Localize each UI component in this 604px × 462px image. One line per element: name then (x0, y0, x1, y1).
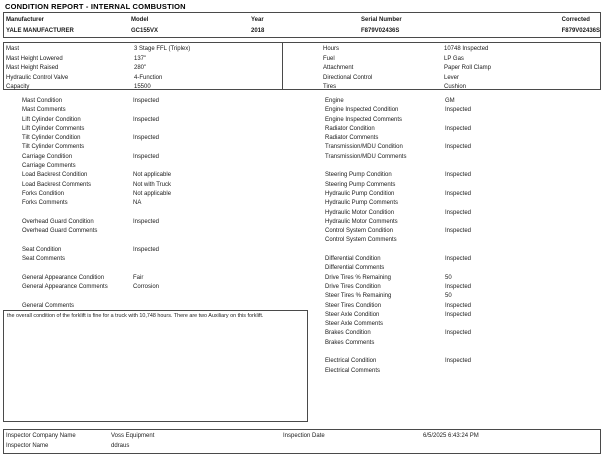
condition-label: Radiator Comments (325, 135, 379, 142)
inspector-row-label-1: Inspector Name (6, 442, 49, 449)
condition-label: Steer Axle Comments (325, 321, 384, 328)
spec-label: Hours (323, 46, 340, 52)
condition-label: Mast Condition (22, 98, 63, 104)
condition-value: Inspected (133, 98, 160, 104)
condition-label: Steering Pump Comments (325, 181, 396, 188)
equipment-header-label: Corrected (561, 17, 590, 23)
condition-row (325, 339, 601, 348)
condition-row (325, 264, 601, 273)
condition-row (325, 367, 601, 376)
spec-row (323, 74, 600, 84)
spec-value: Cushion (444, 84, 467, 90)
condition-label: Mast Comments (22, 107, 66, 114)
condition-label: Forks Comments (22, 200, 68, 207)
inspector-row-label-2: Inspection Date (283, 433, 325, 439)
spec-table-left (4, 43, 283, 89)
condition-label: Lift Cylinder Comments (22, 125, 85, 132)
condition-value: Inspected (445, 209, 472, 216)
condition-label: Hydraulic Pump Comments (325, 200, 399, 207)
spec-label: Capacity (6, 84, 30, 90)
condition-label: Transmission/MDU Condition (325, 144, 403, 151)
spec-row (323, 83, 600, 93)
condition-value: 50 (445, 293, 452, 300)
condition-value: Inspected (445, 144, 472, 151)
condition-value: Fair (133, 274, 144, 281)
condition-row (22, 171, 304, 180)
condition-row (325, 311, 601, 320)
condition-row (325, 218, 601, 227)
condition-label: Seat Condition (22, 246, 62, 253)
condition-label: Engine (325, 98, 344, 104)
condition-row (325, 181, 601, 190)
condition-list-left (22, 97, 304, 311)
condition-label: Forks Condition (22, 190, 65, 197)
spec-value: LP Gas (444, 55, 464, 62)
equipment-header-column (129, 13, 249, 37)
condition-row (325, 320, 601, 329)
condition-value: 50 (445, 274, 452, 281)
spec-table (3, 42, 601, 90)
condition-label: Differential Comments (325, 265, 385, 272)
inspector-row (4, 432, 600, 442)
condition-label: Load Backrest Comments (22, 181, 92, 188)
condition-label: Drive Tires Condition (325, 283, 381, 290)
condition-row (22, 97, 304, 106)
condition-row (22, 134, 304, 143)
condition-row (325, 246, 601, 255)
condition-row (22, 181, 304, 190)
condition-label: Steer Tires Condition (325, 302, 382, 309)
condition-row (22, 190, 304, 199)
condition-label: Carriage Condition (22, 153, 73, 160)
spec-label: Mast (6, 46, 20, 52)
equipment-header-column (4, 13, 129, 37)
spec-label: Hydraulic Control Valve (6, 74, 69, 81)
condition-value: Inspected (445, 311, 472, 318)
condition-row (325, 171, 601, 180)
condition-value: Inspected (445, 256, 472, 263)
inspector-row-value-1: ddraus (111, 442, 130, 449)
spec-value: 10748 Inspected (444, 46, 489, 52)
condition-row (325, 255, 601, 264)
spec-row (6, 45, 282, 55)
condition-value: Inspected (445, 228, 472, 235)
equipment-header-column (359, 13, 560, 37)
condition-label: Steering Pump Condition (325, 172, 392, 179)
condition-label: General Appearance Condition (22, 274, 105, 281)
condition-value: Inspected (445, 302, 472, 309)
condition-value: Inspected (445, 283, 472, 290)
equipment-header-column (560, 13, 600, 37)
condition-value: Not with Truck (133, 181, 172, 188)
condition-row (22, 106, 304, 115)
spec-label: Mast Height Raised (6, 65, 59, 71)
condition-row (325, 153, 601, 162)
inspector-row-value-2: 6/5/2025 6:43:24 PM (423, 433, 479, 439)
equipment-header-label: Year (251, 17, 264, 23)
condition-label: Overhead Guard Condition (22, 218, 94, 225)
condition-row (325, 357, 601, 366)
condition-row (325, 329, 601, 338)
spec-row (6, 55, 282, 65)
equipment-header-value: YALE MANUFACTURER (6, 28, 74, 34)
condition-label: Radiator Condition (325, 125, 375, 132)
condition-row (22, 153, 304, 162)
condition-label: Load Backrest Condition (22, 172, 88, 179)
spec-row (6, 74, 282, 84)
spec-label: Fuel (323, 55, 335, 62)
spec-label: Mast Height Lowered (6, 55, 63, 62)
condition-row (22, 292, 304, 301)
condition-row (22, 264, 304, 273)
condition-row (325, 190, 601, 199)
condition-row (325, 292, 601, 301)
condition-row (22, 125, 304, 134)
condition-label: Lift Cylinder Condition (22, 116, 81, 123)
condition-row (22, 227, 304, 236)
equipment-header-value: GC155VX (131, 28, 159, 34)
condition-label: Engine Inspected Condition (325, 107, 399, 114)
equipment-header-value: 2018 (251, 28, 265, 34)
condition-label: Drive Tires % Remaining (325, 274, 392, 281)
condition-value: Inspected (445, 330, 472, 337)
spec-table-right (283, 43, 600, 89)
inspector-table (3, 429, 601, 454)
spec-value: 3 Stage FFL (Triplex) (134, 46, 191, 52)
equipment-header-value: F879V02436S (561, 28, 600, 34)
condition-row (325, 125, 601, 134)
equipment-header-label: Model (131, 17, 149, 23)
condition-value: Inspected (133, 116, 160, 123)
condition-row (325, 209, 601, 218)
page-title: CONDITION REPORT - INTERNAL COMBUSTION (5, 2, 186, 11)
condition-row (22, 143, 304, 152)
inspector-row-label-1: Inspector Company Name (6, 433, 76, 439)
condition-row (325, 97, 601, 106)
condition-row (325, 134, 601, 143)
condition-label: Brakes Comments (325, 339, 375, 346)
condition-row (22, 255, 304, 264)
condition-list-right (325, 97, 601, 376)
condition-label: Control System Comments (325, 237, 397, 244)
general-comments-text: the overall condition of the forklift is fine for a truck with 10,748 hours. There are two Auxiliary on this forklift. (7, 313, 264, 319)
spec-row (6, 64, 282, 74)
condition-label: Hydraulic Motor Condition (325, 209, 395, 216)
condition-value: Inspected (445, 107, 472, 114)
condition-row (325, 274, 601, 283)
condition-label: General Appearance Comments (22, 283, 108, 290)
condition-label: Steer Tires % Remaining (325, 293, 392, 300)
condition-value: Not applicable (133, 172, 172, 179)
condition-value: Not applicable (133, 190, 172, 197)
condition-row (325, 302, 601, 311)
equipment-header-column (249, 13, 359, 37)
condition-value: Inspected (445, 125, 472, 132)
condition-label: Tilt Cylinder Comments (22, 144, 85, 151)
condition-label: Steer Axle Condition (325, 311, 380, 318)
spec-value: 280" (134, 65, 147, 71)
spec-value: 4-Function (134, 74, 163, 81)
equipment-header-label: Serial Number (361, 17, 402, 23)
condition-value: Inspected (445, 172, 472, 179)
condition-row (22, 274, 304, 283)
spec-value: 15500 (134, 84, 151, 90)
condition-label: Carriage Comments (22, 163, 76, 170)
spec-row (323, 64, 600, 74)
condition-row (325, 199, 601, 208)
condition-label: Brakes Condition (325, 330, 371, 337)
inspector-row (4, 442, 600, 452)
equipment-header-value: F879V02436S (361, 28, 400, 34)
condition-row (325, 106, 601, 115)
condition-label: Overhead Guard Comments (22, 228, 98, 235)
condition-row (22, 199, 304, 208)
condition-value: GM (445, 98, 455, 104)
inspector-row-value-1: Voss Equipment (111, 433, 155, 439)
condition-row (22, 209, 304, 218)
condition-row (22, 236, 304, 245)
spec-value: 137" (134, 55, 147, 62)
condition-row (325, 162, 601, 171)
equipment-header-label: Manufacturer (6, 17, 45, 23)
condition-label: Electrical Condition (325, 358, 377, 365)
condition-label: Seat Comments (22, 256, 66, 263)
condition-row (325, 227, 601, 236)
condition-label: Hydraulic Pump Condition (325, 190, 395, 197)
condition-row (22, 246, 304, 255)
condition-row (22, 283, 304, 292)
condition-row (22, 116, 304, 125)
condition-label: Transmission/MDU Comments (325, 153, 407, 160)
condition-label: Electrical Comments (325, 367, 381, 374)
condition-label: Differential Condition (325, 256, 381, 263)
spec-row (323, 55, 600, 65)
general-comments-box (3, 310, 308, 422)
condition-value: Inspected (133, 246, 160, 253)
spec-label: Attachment (323, 65, 354, 71)
condition-value: Inspected (133, 135, 160, 142)
condition-value: Inspected (445, 190, 472, 197)
spec-value: Paper Roll Clamp (444, 65, 492, 71)
condition-row (325, 143, 601, 152)
condition-label: Engine Inspected Comments (325, 116, 403, 123)
spec-label: Tires (323, 84, 337, 90)
condition-label: Hydraulic Motor Comments (325, 218, 398, 225)
spec-value: Lever (444, 74, 460, 81)
condition-value: Inspected (445, 358, 472, 365)
spec-row (6, 83, 282, 93)
condition-value: Inspected (133, 218, 160, 225)
condition-row (325, 236, 601, 245)
spec-row (323, 45, 600, 55)
condition-row (325, 116, 601, 125)
condition-label: Control System Condition (325, 228, 394, 235)
condition-row (22, 218, 304, 227)
condition-row (22, 162, 304, 171)
condition-label: General Comments (22, 302, 75, 309)
spec-label: Directional Control (323, 74, 373, 81)
condition-row (325, 348, 601, 357)
condition-value: Inspected (133, 153, 160, 160)
condition-value: NA (133, 200, 142, 207)
equipment-header-table (3, 12, 601, 38)
condition-value: Corrosion (133, 283, 160, 290)
condition-label: Tilt Cylinder Condition (22, 135, 81, 142)
condition-row (325, 283, 601, 292)
